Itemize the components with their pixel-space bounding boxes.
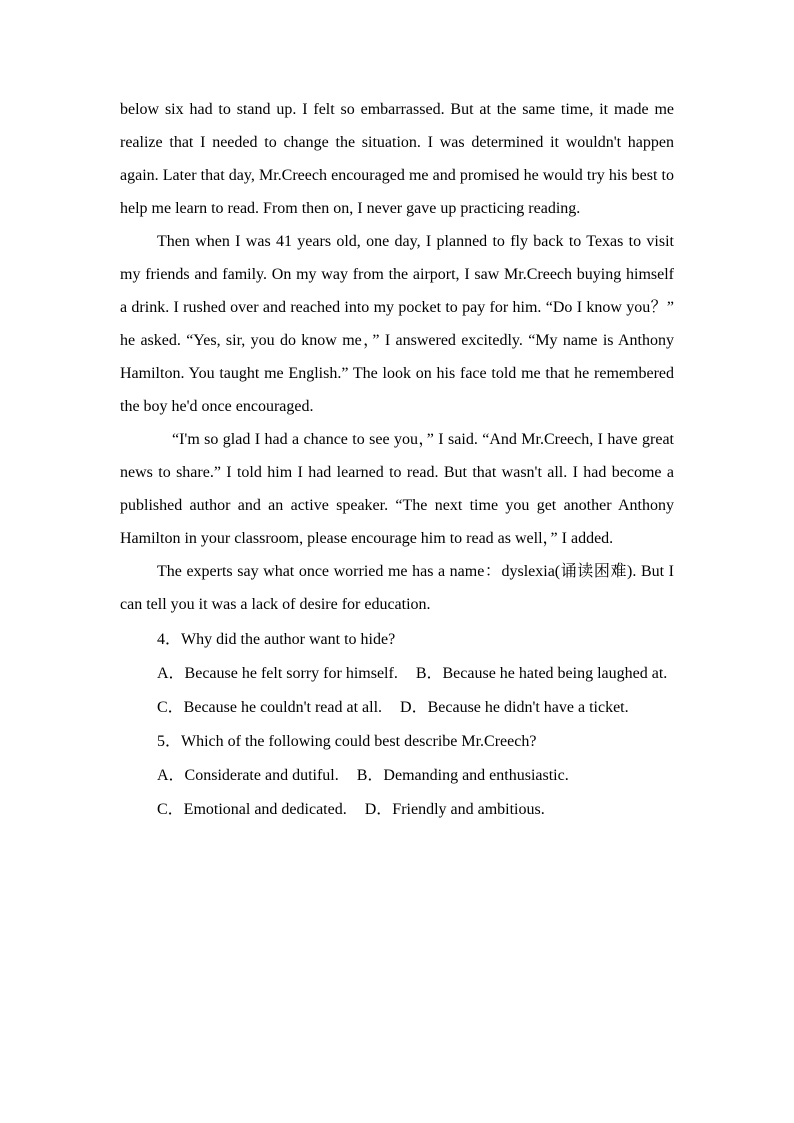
question-4 [120,623,674,725]
question-5 [120,725,674,827]
question-5-option-b: B．Demanding and enthusiastic. [356,767,569,784]
passage-paragraph-3: “I'm so glad I had a chance to see you，” I said. “And Mr.Creech, I have great news to share.” I told him I had learned to read. But that wasn't all. I had become a published author and an active speaker. “The next time you get another Anthony Hamilton in your classroom, please encourage him to read as well，” I added. [120,431,674,547]
question-5-option-d: D．Friendly and ambitious. [364,801,545,818]
question-5-option-c: C．Emotional and dedicated. [157,801,347,818]
question-4-option-c: C．Because he couldn't read at all. [157,699,383,716]
passage-paragraph-2: Then when I was 41 years old, one day, I planned to fly back to Texas to visit my friends and family. On my way from the airport, I saw Mr.Creech buying himself a drink. I rushed over and reached into my pocket to pay for him. “Do I know you？” he asked. “Yes, sir, you do know me，” I answered excitedly. “My name is Anthony Hamilton. You taught me English.” The look on his face told me that he remembered the boy he'd once encouraged. [120,233,674,415]
question-5-stem: 5．Which of the following could best describe Mr.Creech? [157,733,537,750]
passage-paragraph-1: below six had to stand up. I felt so embarrassed. But at the same time, it made me realize that I needed to change the situation. I was determined it wouldn't happen again. Later that day, Mr.Creech encouraged me and promised he would try his best to help me learn to read. From then on, I never gave up practicing reading. [120,101,674,217]
question-4-stem: 4．Why did the author want to hide? [157,631,396,648]
question-4-option-d: D．Because he didn't have a ticket. [400,699,629,716]
document-page [120,93,674,827]
passage-paragraph-4: The experts say what once worried me has a name：dyslexia(诵读困难). But I can tell you it was a lack of desire for education. [120,563,674,613]
question-4-option-b: B．Because he hated being laughed at. [415,665,668,682]
question-4-options-cd [120,691,674,725]
question-5-options-cd [120,793,674,827]
question-5-options-ab [120,759,674,793]
question-5-option-a: A．Considerate and dutiful. [157,767,339,784]
question-4-options-ab [120,657,674,691]
question-4-option-a: A．Because he felt sorry for himself. [157,665,398,682]
